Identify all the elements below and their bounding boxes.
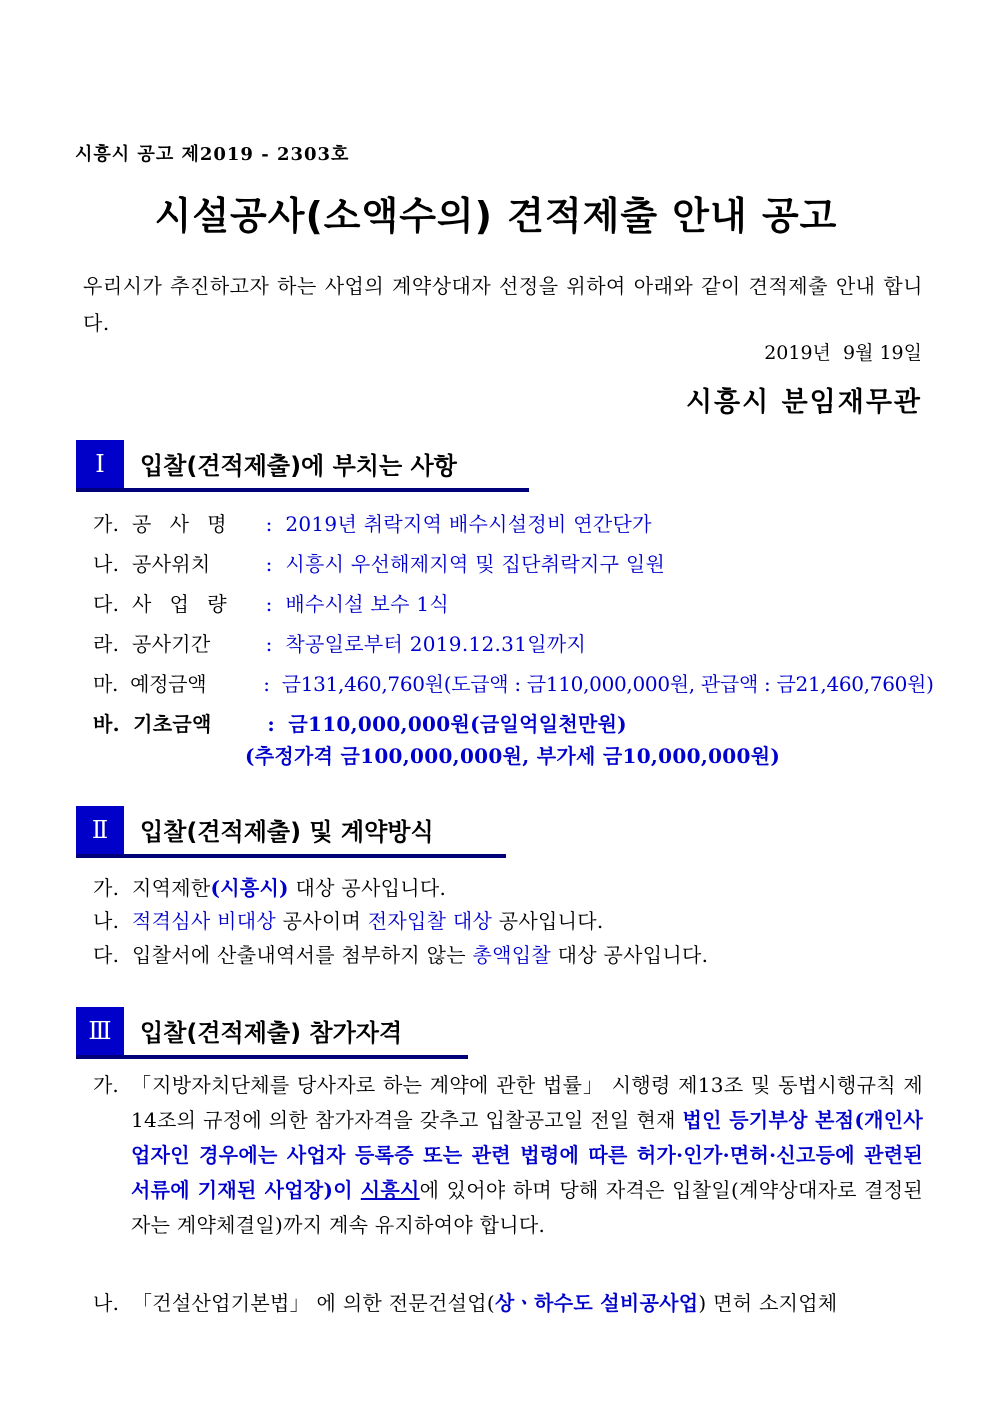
- section-2-item-da: [93, 939, 708, 968]
- item-highlight: 법인 등기부상 본점(개인사업자인 경우에는 사업자 등록증 또는 관련 법령에 따른 허가·인가·면허·신고등에 관련된 서류에 기재된 사업장)이: [131, 1108, 923, 1202]
- announcement-date: 2019년 9월 19일: [764, 342, 922, 364]
- section-1-numeral: Ⅰ: [76, 440, 124, 488]
- section-1-item-ba-detail: (추정가격 금100,000,000원, 부가세 금10,000,000원): [245, 744, 781, 768]
- item-highlight: 총액입찰: [472, 943, 551, 967]
- item-text: 공사이며: [275, 909, 368, 933]
- item-text: 대상 공사입니다.: [551, 943, 709, 967]
- section-2-numeral: Ⅱ: [76, 806, 124, 854]
- item-marker: 다.: [93, 592, 120, 616]
- item-marker: 나.: [93, 552, 120, 576]
- issuing-organization: 시흥시 분임재무관: [685, 387, 922, 418]
- document-title: 시설공사(소액수의) 견적제출 안내 공고: [154, 194, 838, 238]
- item-separator: :: [265, 592, 273, 616]
- item-marker: 마.: [93, 672, 119, 696]
- item-text: 「지방자치단체를 당사자로 하는 계약에 관한 법률」 시행령 제13조 및 동법시행규칙 제14조의 규정에 의한 참가자격을 갖추고 입찰공고일 전일 현재: [131, 1073, 923, 1132]
- item-marker: 가.: [93, 1073, 119, 1097]
- section-1-item-ma: [93, 668, 934, 697]
- section-1-item-ga: [93, 508, 652, 537]
- intro-paragraph: 우리시가 추진하고자 하는 사업의 계약상대자 선정을 위하여 아래와 같이 견적제출 안내 합니다.: [83, 274, 923, 335]
- item-marker: 가.: [93, 512, 120, 536]
- item-separator: :: [267, 712, 276, 736]
- item-label: 공 사 명: [131, 512, 233, 536]
- item-value: 배수시설 보수 1식: [285, 592, 450, 616]
- item-text: 에 있어야 하며 당해 자격은 입찰일(계약상대자로 결정된 자는 계약체결일)까지 계속 유지하여야 합니다.: [131, 1178, 923, 1237]
- item-marker: 라.: [93, 632, 120, 656]
- item-marker: 가.: [93, 876, 120, 900]
- item-value: 금110,000,000원(금일억일천만원): [288, 712, 627, 736]
- item-marker: 나.: [93, 909, 120, 933]
- item-marker: 나.: [93, 1291, 120, 1315]
- item-value: 시흥시 우선해제지역 및 집단취락지구 일원: [285, 552, 666, 576]
- item-marker: 다.: [93, 943, 120, 967]
- section-2-title: 입찰(견적제출) 및 계약방식: [140, 818, 434, 846]
- section-1-title: 입찰(견적제출)에 부치는 사항: [140, 452, 457, 480]
- item-label: 공사기간: [131, 632, 211, 656]
- item-body: [131, 1068, 923, 1243]
- section-1-item-na: [93, 548, 665, 577]
- item-marker: 바.: [93, 712, 120, 736]
- item-highlight: 상ㆍ하수도 설비공사업: [494, 1291, 699, 1315]
- section-3-numeral: Ⅲ: [76, 1007, 124, 1055]
- item-value: 착공일로부터 2019.12.31일까지: [285, 632, 587, 656]
- section-2-header: [76, 806, 506, 858]
- item-highlight: (시흥시): [210, 876, 289, 900]
- item-separator: :: [265, 632, 273, 656]
- section-3-item-na: [93, 1287, 838, 1316]
- section-1-item-ra: [93, 628, 586, 657]
- item-text: 지역제한: [131, 876, 211, 900]
- section-2-item-ga: [93, 872, 446, 901]
- item-highlight: 전자입찰 대상: [367, 909, 493, 933]
- item-text: ) 면허 소지업체: [698, 1291, 838, 1315]
- item-separator: :: [265, 512, 273, 536]
- section-2-item-na: [93, 905, 604, 934]
- item-separator: :: [265, 552, 273, 576]
- item-label: 예정금액: [130, 672, 207, 696]
- section-1-item-ba: [93, 708, 627, 737]
- section-3-header: [76, 1007, 468, 1059]
- section-3-item-ga: [93, 1068, 923, 1243]
- item-text: 대상 공사입니다.: [288, 876, 447, 900]
- section-3-title: 입찰(견적제출) 참가자격: [140, 1019, 403, 1047]
- section-1-header: [76, 440, 529, 492]
- item-value: 금131,460,760원(도급액 : 금110,000,000원, 관급액 : 금21,460,760원): [281, 672, 934, 696]
- item-highlight: 적격심사 비대상: [131, 909, 276, 933]
- item-label: 사 업 량: [131, 592, 233, 616]
- section-1-item-da: [93, 588, 449, 617]
- item-highlight-city: 시흥시: [360, 1178, 420, 1202]
- item-text: 입찰서에 산출내역서를 첨부하지 않는: [131, 943, 473, 967]
- item-label: 공사위치: [131, 552, 211, 576]
- item-text: 「건설산업기본법」 에 의한 전문건설업(: [131, 1291, 495, 1315]
- item-value: 2019년 취락지역 배수시설정비 연간단가: [285, 512, 652, 536]
- item-text: 공사입니다.: [492, 909, 604, 933]
- document-number: 시흥시 공고 제2019 - 2303호: [75, 144, 350, 165]
- item-separator: :: [263, 672, 270, 696]
- item-label: 기초금액: [133, 712, 212, 736]
